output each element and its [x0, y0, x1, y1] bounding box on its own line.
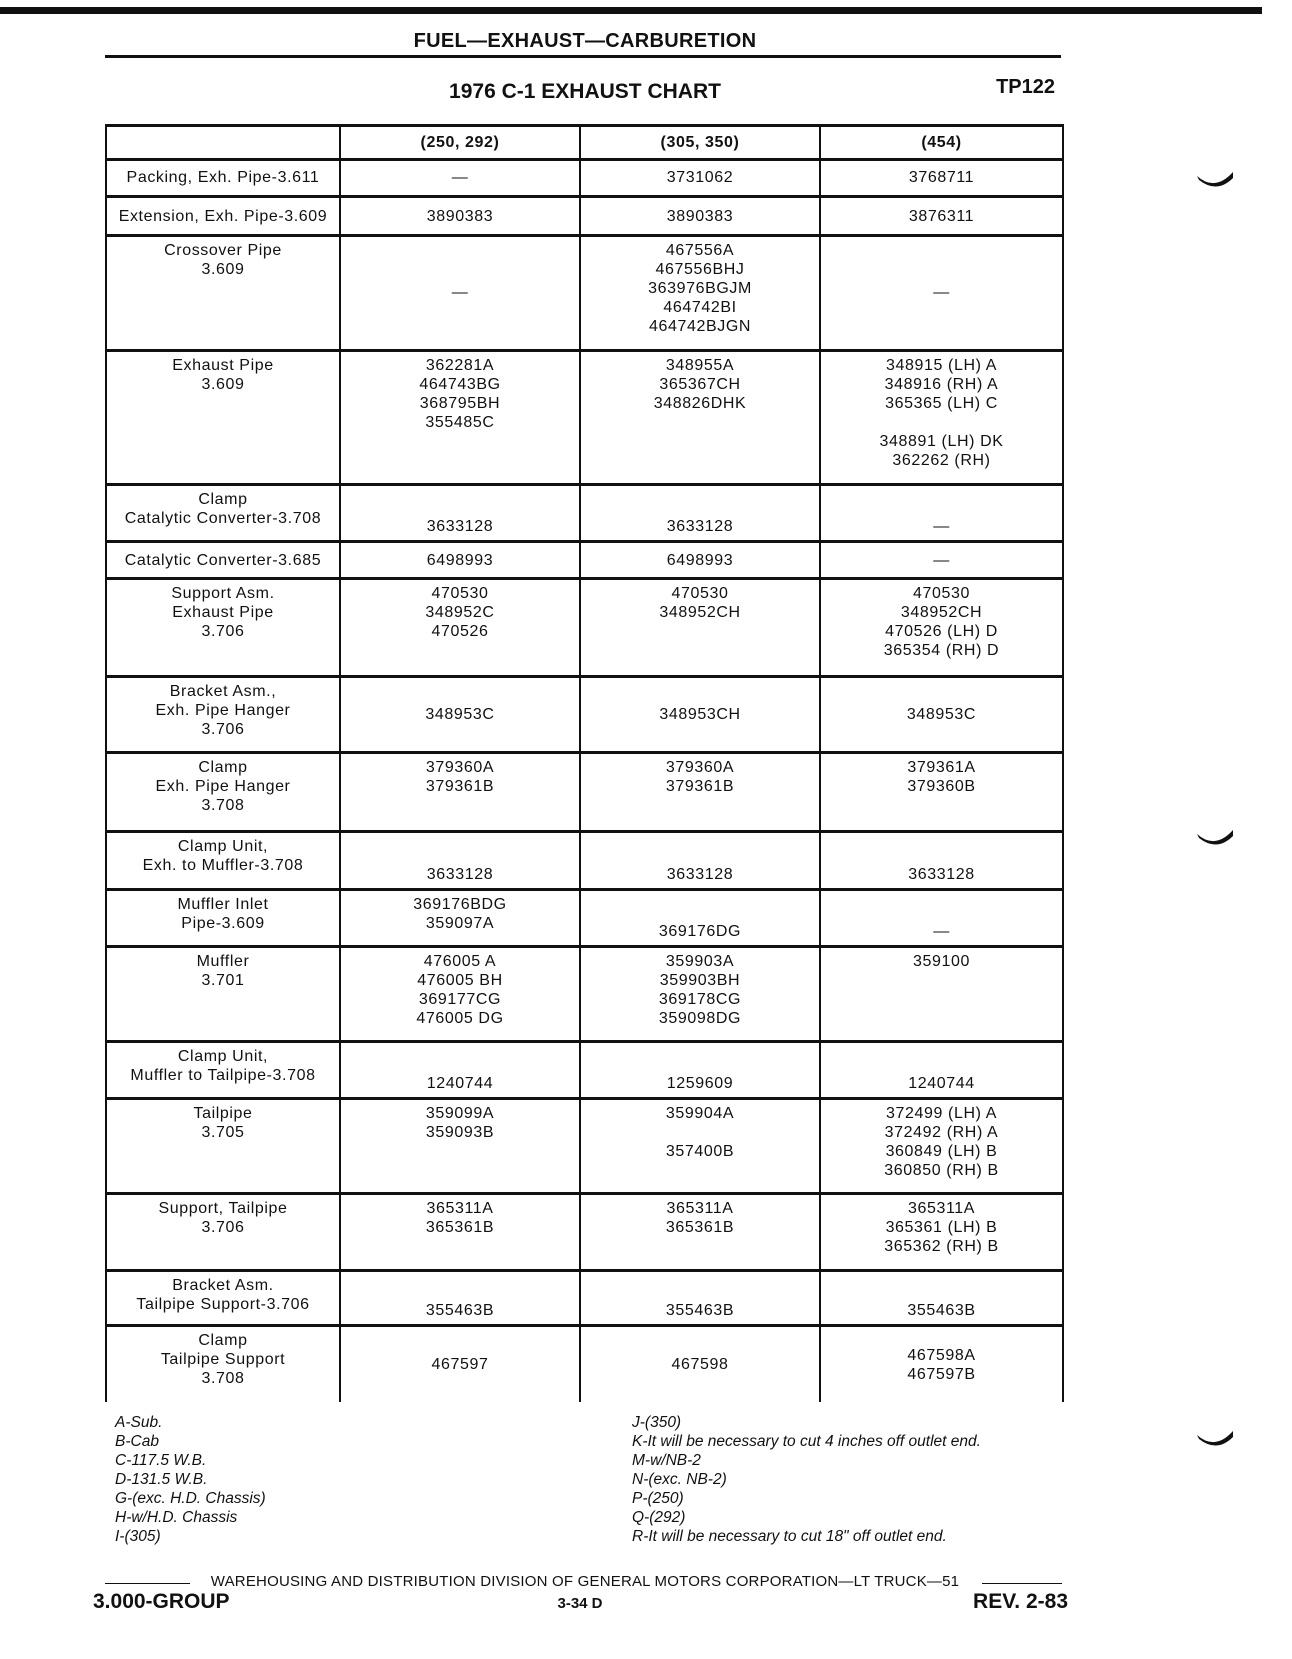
value-cell-250-292 — [340, 832, 580, 890]
table-row — [106, 197, 1063, 236]
part-name-line: 3.609 — [201, 375, 245, 393]
part-name-line: Extension, Exh. Pipe-3.609 — [118, 207, 328, 225]
value-cell-305-350 — [580, 1193, 820, 1270]
value-cell-454 — [820, 235, 1063, 350]
not-applicable-dash: — — [451, 169, 469, 187]
footnote: A-Sub. — [115, 1414, 163, 1431]
part-number: 379360A — [665, 758, 735, 776]
part-number: 348915 (LH) A — [886, 356, 997, 374]
part-number: 372499 (LH) A — [886, 1105, 997, 1123]
part-number: 464742BI — [663, 298, 737, 316]
value-cell-454 — [820, 1193, 1063, 1270]
not-applicable-dash: — — [451, 284, 469, 302]
footnote: N-(exc. NB-2) — [632, 1471, 727, 1488]
value-cell-250-292 — [340, 1326, 580, 1402]
part-number: 470526 (LH) D — [885, 622, 998, 640]
binder-hole-mark — [1195, 826, 1235, 848]
part-name-cell — [106, 542, 340, 579]
footnote: Q-(292) — [632, 1509, 686, 1526]
value-cell-250-292 — [340, 578, 580, 676]
part-number: 360850 (RH) B — [884, 1162, 999, 1180]
part-name-line: Muffler to Tailpipe-3.708 — [130, 1067, 316, 1085]
part-name-line: Exh. Pipe Hanger — [155, 701, 291, 719]
part-number: 365362 (RH) B — [884, 1237, 999, 1255]
part-name-cell — [106, 947, 340, 1042]
part-number: 467598A — [907, 1346, 976, 1364]
binder-hole-mark — [1195, 168, 1235, 190]
value-cell-305-350 — [580, 947, 820, 1042]
part-number: 476005 DG — [416, 1010, 504, 1028]
part-number: 365361B — [665, 1218, 735, 1236]
table-row — [106, 485, 1063, 542]
part-number: 470530 — [671, 584, 729, 602]
value-cell-305-350 — [580, 350, 820, 484]
value-cell-454 — [820, 890, 1063, 947]
value-cell-305-350 — [580, 832, 820, 890]
part-number: 379361B — [425, 777, 495, 795]
value-cell-250-292 — [340, 947, 580, 1042]
part-name-cell — [106, 197, 340, 236]
part-number: 355485C — [425, 413, 495, 431]
part-name-line: 3.706 — [201, 1218, 245, 1236]
value-cell-454 — [820, 1099, 1063, 1194]
value-cell-454 — [820, 752, 1063, 831]
table-row — [106, 350, 1063, 484]
value-cell-250-292 — [340, 159, 580, 197]
part-name-cell — [106, 1042, 340, 1099]
part-number: 348953C — [425, 705, 495, 723]
value-cell-250-292 — [340, 1193, 580, 1270]
exhaust-chart-body — [106, 126, 1063, 1403]
part-number: 348952CH — [900, 603, 983, 621]
part-name-cell — [106, 1099, 340, 1194]
part-number: 379360B — [907, 777, 976, 795]
footnote: I-(305) — [115, 1528, 161, 1545]
footnotes-right — [632, 1413, 981, 1546]
footnote: C-117.5 W.B. — [115, 1452, 207, 1469]
part-number: 348916 (RH) A — [884, 375, 999, 393]
value-cell-250-292 — [340, 485, 580, 542]
part-number: 6498993 — [426, 551, 494, 569]
part-number: 3633128 — [908, 866, 975, 884]
part-name-cell — [106, 350, 340, 484]
part-name-cell — [106, 485, 340, 542]
value-cell-250-292 — [340, 890, 580, 947]
part-number: 348826DHK — [653, 394, 747, 412]
part-number: 359093B — [425, 1124, 495, 1142]
part-number: 3633128 — [426, 518, 494, 536]
value-cell-250-292 — [340, 197, 580, 236]
part-name-line: Clamp Unit, — [177, 1048, 269, 1066]
part-number: 3731062 — [666, 169, 734, 187]
part-number: 365361 (LH) B — [885, 1218, 998, 1236]
part-name-line: Support Asm. — [171, 584, 275, 602]
value-cell-250-292 — [340, 1271, 580, 1326]
value-cell-250-292 — [340, 752, 580, 831]
part-name-line: Crossover Pipe — [164, 241, 282, 259]
part-name-line: Clamp — [198, 758, 248, 776]
part-number: 467598 — [671, 1356, 729, 1374]
part-number: 365365 (LH) C — [885, 394, 998, 412]
part-name-line: 3.708 — [201, 796, 245, 814]
part-number: 3768711 — [908, 169, 975, 187]
title-rule — [105, 55, 1061, 58]
chart-title: 1976 C-1 EXHAUST CHART — [449, 80, 721, 103]
part-number: 6498993 — [666, 551, 734, 569]
footer-page-number: 3-34 D — [557, 1595, 603, 1612]
part-number: 359097A — [425, 915, 495, 933]
footnote: R-It will be necessary to cut 18" off outlet end. — [632, 1528, 947, 1545]
value-cell-305-350 — [580, 752, 820, 831]
part-name-cell — [106, 752, 340, 831]
footer-revision: REV. 2-83 — [973, 1590, 1068, 1613]
part-number: 1240744 — [426, 1075, 494, 1093]
value-cell-305-350 — [580, 1042, 820, 1099]
part-name-line: Muffler Inlet — [177, 896, 269, 914]
part-number: 359903A — [665, 953, 735, 971]
value-cell-454 — [820, 350, 1063, 484]
value-cell-250-292 — [340, 1042, 580, 1099]
part-name-line: Pipe-3.609 — [181, 915, 265, 933]
footnote: D-131.5 W.B. — [115, 1471, 208, 1488]
part-name-line: Tailpipe — [193, 1105, 253, 1123]
value-cell-305-350 — [580, 197, 820, 236]
value-cell-454 — [820, 159, 1063, 197]
not-applicable-dash: — — [933, 551, 950, 569]
footnotes-left — [115, 1413, 266, 1546]
part-number: 369176DG — [658, 923, 742, 941]
not-applicable-dash: — — [933, 518, 950, 536]
value-cell-305-350 — [580, 235, 820, 350]
part-number: 348955A — [665, 356, 735, 374]
part-number: 365354 (RH) D — [883, 641, 1000, 659]
part-number: 357400B — [665, 1143, 735, 1161]
part-name-line: 3.706 — [201, 622, 245, 640]
not-applicable-dash: — — [933, 284, 950, 302]
part-name-line: Clamp Unit, — [177, 838, 269, 856]
part-number: 1240744 — [908, 1075, 975, 1093]
part-number: 3633128 — [666, 518, 734, 536]
part-number: 355463B — [907, 1302, 976, 1320]
part-number: 470530 — [913, 584, 970, 602]
table-header-row — [106, 126, 1063, 160]
part-name-line: 3.705 — [201, 1124, 245, 1142]
part-number: 467556BHJ — [655, 260, 745, 278]
part-number: 365367CH — [659, 375, 741, 393]
part-number: 369176BDG — [413, 896, 507, 914]
part-name-line: Clamp — [198, 491, 248, 509]
part-number: 359904A — [665, 1105, 735, 1123]
footnote: H-w/H.D. Chassis — [115, 1509, 238, 1526]
value-cell-454 — [820, 542, 1063, 579]
table-row — [106, 676, 1063, 752]
table-row — [106, 235, 1063, 350]
part-number: 360849 (LH) B — [885, 1143, 998, 1161]
part-number: 368795BH — [419, 394, 501, 412]
part-number: 362262 (RH) — [892, 451, 991, 469]
part-number: 369177CG — [418, 991, 502, 1009]
footer-group: 3.000-GROUP — [93, 1590, 230, 1613]
table-row — [106, 1271, 1063, 1326]
part-number: 467556A — [665, 241, 735, 259]
part-number: 467597B — [907, 1365, 976, 1383]
part-name-line: Clamp — [198, 1332, 248, 1350]
part-name-line: 3.701 — [201, 972, 245, 990]
value-cell-250-292 — [340, 350, 580, 484]
part-number: 363976BGJM — [648, 279, 752, 297]
part-number: 464743BG — [419, 375, 501, 393]
part-name-line: Catalytic Converter-3.708 — [124, 510, 322, 528]
part-name-cell — [106, 159, 340, 197]
part-number: 365311A — [666, 1199, 734, 1217]
part-number: 348952C — [425, 603, 495, 621]
part-name-cell — [106, 890, 340, 947]
footnote: K-It will be necessary to cut 4 inches off outlet end. — [632, 1433, 981, 1450]
footnote: J-(350) — [632, 1414, 682, 1431]
table-row — [106, 832, 1063, 890]
part-number: 365311A — [907, 1199, 976, 1217]
part-number: 355463B — [665, 1302, 735, 1320]
part-name-line: 3.708 — [201, 1370, 245, 1388]
table-row — [106, 1042, 1063, 1099]
part-number: 379361B — [665, 777, 735, 795]
part-number: 359099A — [425, 1105, 495, 1123]
part-number: 355463B — [425, 1302, 495, 1320]
section-title: FUEL—EXHAUST—CARBURETION — [413, 30, 757, 52]
spacer — [827, 413, 1056, 432]
part-name-line: 3.609 — [201, 260, 245, 278]
column-header — [106, 126, 340, 160]
part-name-line: Catalytic Converter-3.685 — [124, 551, 322, 569]
value-cell-454 — [820, 197, 1063, 236]
part-number: 467597 — [431, 1356, 489, 1374]
part-name-line: Muffler — [196, 953, 250, 971]
exhaust-chart-table — [105, 124, 1064, 1402]
value-cell-250-292 — [340, 235, 580, 350]
value-cell-454 — [820, 1042, 1063, 1099]
table-row — [106, 1099, 1063, 1194]
column-header: (454) — [820, 126, 1063, 160]
column-header: (250, 292) — [340, 126, 580, 160]
part-name-line: Support, Tailpipe — [158, 1199, 288, 1217]
part-number: 348953CH — [659, 705, 741, 723]
part-number: 359903BH — [659, 972, 741, 990]
value-cell-305-350 — [580, 1099, 820, 1194]
table-row — [106, 1326, 1063, 1402]
value-cell-305-350 — [580, 676, 820, 752]
chart-code: TP122 — [996, 76, 1055, 98]
part-number: 3890383 — [426, 207, 494, 225]
part-number: 3633128 — [426, 866, 494, 884]
footnote: G-(exc. H.D. Chassis) — [115, 1490, 266, 1507]
part-name-cell — [106, 1326, 340, 1402]
part-name-line: Bracket Asm. — [172, 1277, 274, 1295]
part-number: 476005 A — [423, 953, 497, 971]
part-number: 359098DG — [658, 1010, 742, 1028]
value-cell-454 — [820, 485, 1063, 542]
column-header: (305, 350) — [580, 126, 820, 160]
part-name-line: Exh. Pipe Hanger — [155, 777, 291, 795]
table-row — [106, 947, 1063, 1042]
spacer — [587, 1123, 813, 1142]
value-cell-454 — [820, 947, 1063, 1042]
part-number: 369178CG — [658, 991, 742, 1009]
footer-rule-right — [982, 1583, 1062, 1584]
part-name-line: Bracket Asm., — [169, 682, 277, 700]
part-name-line: 3.706 — [201, 720, 245, 738]
part-number: 3633128 — [666, 866, 734, 884]
binder-hole-mark — [1195, 1427, 1235, 1449]
table-row — [106, 159, 1063, 197]
part-name-cell — [106, 676, 340, 752]
value-cell-250-292 — [340, 1099, 580, 1194]
value-cell-305-350 — [580, 485, 820, 542]
part-name-line: Exhaust Pipe — [172, 356, 274, 374]
part-number: 365311A — [426, 1199, 494, 1217]
value-cell-305-350 — [580, 542, 820, 579]
part-number: 379361A — [907, 758, 976, 776]
value-cell-305-350 — [580, 1271, 820, 1326]
value-cell-250-292 — [340, 542, 580, 579]
part-name-cell — [106, 235, 340, 350]
value-cell-454 — [820, 578, 1063, 676]
footnote: M-w/NB-2 — [632, 1452, 701, 1469]
footer-publisher-line: WAREHOUSING AND DISTRIBUTION DIVISION OF GENERAL MOTORS CORPORATION—LT TRUCK—51 — [210, 1573, 960, 1590]
part-number: 476005 BH — [417, 972, 503, 990]
part-number: 365361B — [425, 1218, 495, 1236]
part-number: 348891 (LH) DK — [879, 432, 1004, 450]
value-cell-454 — [820, 832, 1063, 890]
part-number: 470530 — [431, 584, 489, 602]
part-name-cell — [106, 1193, 340, 1270]
value-cell-454 — [820, 676, 1063, 752]
table-row — [106, 542, 1063, 579]
part-number: 359100 — [913, 953, 970, 971]
part-number: 372492 (RH) A — [884, 1124, 999, 1142]
part-name-cell — [106, 1271, 340, 1326]
part-name-line: Tailpipe Support — [160, 1351, 286, 1369]
part-number: 348952CH — [659, 603, 741, 621]
part-number: 379360A — [425, 758, 495, 776]
table-row — [106, 1193, 1063, 1270]
part-number: 3890383 — [666, 207, 734, 225]
part-name-line: Exhaust Pipe — [172, 603, 274, 621]
value-cell-454 — [820, 1326, 1063, 1402]
part-name-cell — [106, 832, 340, 890]
value-cell-454 — [820, 1271, 1063, 1326]
table-row — [106, 752, 1063, 831]
part-number: 470526 — [431, 622, 489, 640]
value-cell-305-350 — [580, 890, 820, 947]
part-name-line: Tailpipe Support-3.706 — [136, 1296, 310, 1314]
part-number: 464742BJGN — [648, 317, 752, 335]
footnote: P-(250) — [632, 1490, 684, 1507]
value-cell-305-350 — [580, 578, 820, 676]
part-number: 348953C — [906, 705, 977, 723]
part-name-cell — [106, 578, 340, 676]
value-cell-250-292 — [340, 676, 580, 752]
value-cell-305-350 — [580, 159, 820, 197]
part-number: 3876311 — [908, 207, 975, 225]
footnote: B-Cab — [115, 1433, 159, 1450]
not-applicable-dash: — — [933, 923, 950, 941]
value-cell-305-350 — [580, 1326, 820, 1402]
part-name-line: Packing, Exh. Pipe-3.611 — [126, 169, 320, 187]
table-row — [106, 890, 1063, 947]
top-rule — [0, 7, 1262, 14]
part-number: 362281A — [425, 356, 495, 374]
part-number: 1259609 — [666, 1075, 734, 1093]
part-name-line: Exh. to Muffler-3.708 — [142, 857, 304, 875]
table-row — [106, 578, 1063, 676]
